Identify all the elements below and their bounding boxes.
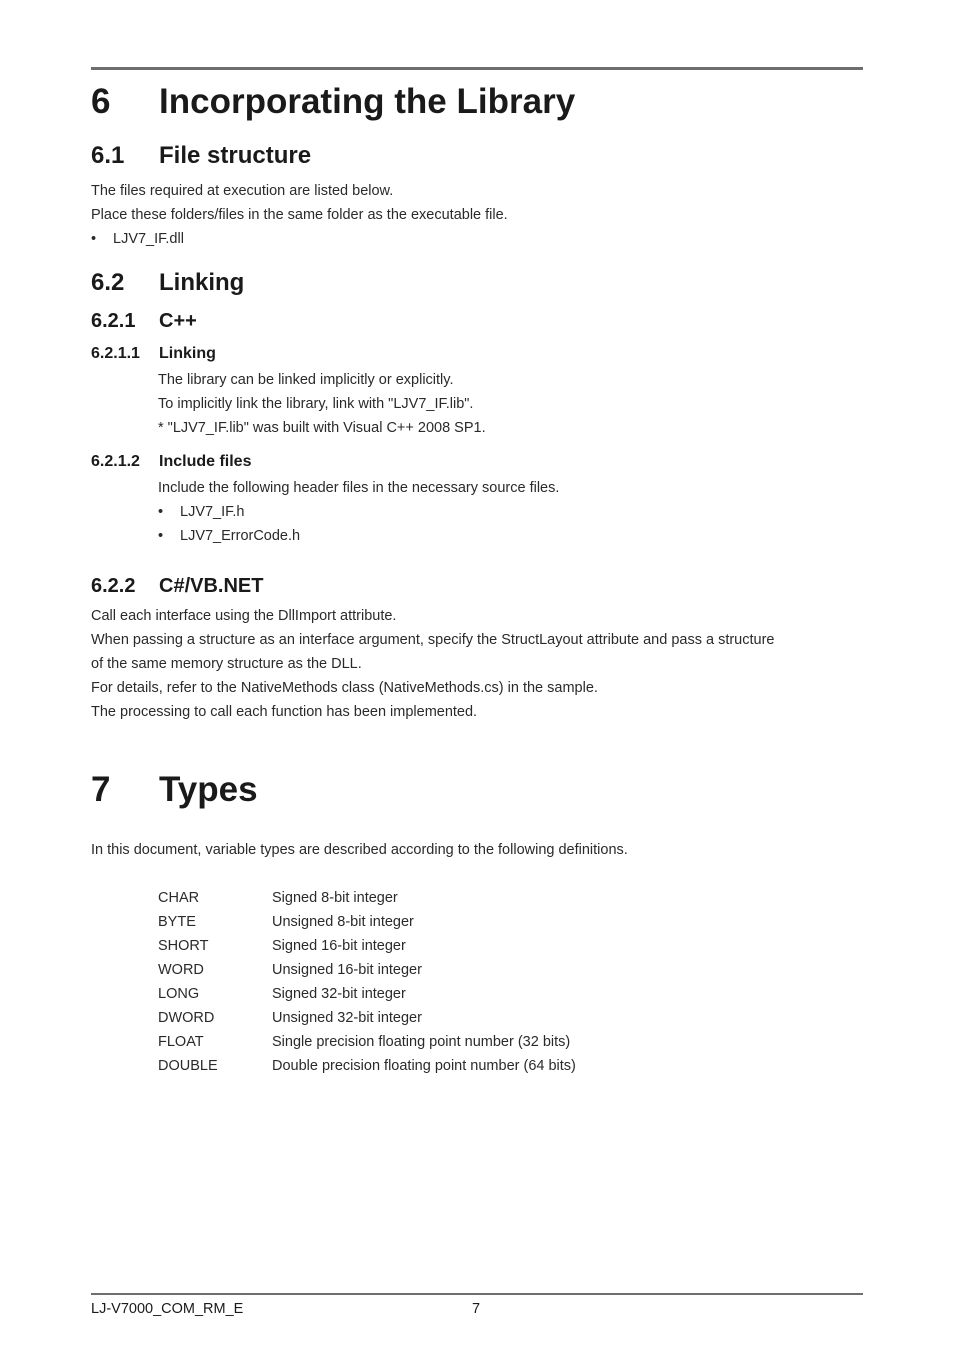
type-description: Single precision floating point number (32 bits) <box>272 1034 571 1050</box>
paragraph-line: The processing to call each function has been implemented. <box>91 704 478 720</box>
section-6-2-1-1-title: Linking <box>159 345 216 362</box>
footer-doc-id: LJ-V7000_COM_RM_E <box>91 1301 244 1317</box>
type-description: Unsigned 8-bit integer <box>272 914 414 930</box>
list-item-text: LJV7_IF.dll <box>113 231 184 247</box>
section-6-2-title: Linking <box>159 269 245 296</box>
paragraph-line: The files required at execution are listed below. <box>91 183 394 199</box>
section-6-2-1-number: 6.2.1 <box>91 310 136 332</box>
section-6-2-2-heading <box>91 574 691 598</box>
section-6-2-1-2-title: Include files <box>159 453 252 470</box>
type-name: WORD <box>158 962 204 978</box>
paragraph-line: When passing a structure as an interface argument, specify the StructLayout attribute and pass a structure <box>91 632 775 648</box>
paragraph-line: To implicitly link the library, link with "LJV7_IF.lib". <box>158 396 474 412</box>
paragraph-line: Place these folders/files in the same folder as the executable file. <box>91 207 508 223</box>
section-6-2-number: 6.2 <box>91 269 125 296</box>
section-6-1-heading <box>91 142 691 170</box>
chapter-7-number: 7 <box>91 770 111 809</box>
section-6-2-1-2-heading <box>91 452 691 472</box>
list-item-text: LJV7_ErrorCode.h <box>180 528 301 544</box>
bullet-icon: • <box>158 504 164 520</box>
section-6-2-1-heading <box>91 309 691 333</box>
paragraph-line: * "LJV7_IF.lib" was built with Visual C++ 2008 SP1. <box>158 420 486 436</box>
type-description: Double precision floating point number (64 bits) <box>272 1058 576 1074</box>
section-6-2-heading <box>91 269 691 297</box>
list-item-text: LJV7_IF.h <box>180 504 245 520</box>
paragraph-line: The library can be linked implicitly or explicitly. <box>158 372 454 388</box>
paragraph-line: For details, refer to the NativeMethods class (NativeMethods.cs) in the sample. <box>91 680 598 696</box>
bullet-icon: • <box>158 528 164 544</box>
type-name: CHAR <box>158 890 200 906</box>
footer-page-number: 7 <box>472 1301 481 1317</box>
section-6-1-title: File structure <box>159 142 312 169</box>
paragraph-line: Include the following header files in the necessary source files. <box>158 480 560 496</box>
type-name: SHORT <box>158 938 209 954</box>
section-6-2-1-title: C++ <box>159 310 197 332</box>
section-6-1-number: 6.1 <box>91 142 125 169</box>
section-6-2-1-1-number: 6.2.1.1 <box>91 345 140 362</box>
section-6-2-1-2-number: 6.2.1.2 <box>91 453 140 470</box>
type-name: FLOAT <box>158 1034 204 1050</box>
paragraph-line: Call each interface using the DllImport attribute. <box>91 608 397 624</box>
paragraph-line: of the same memory structure as the DLL. <box>91 656 362 672</box>
type-description: Signed 8-bit integer <box>272 890 398 906</box>
type-description: Unsigned 16-bit integer <box>272 962 422 978</box>
type-description: Signed 32-bit integer <box>272 986 406 1002</box>
types-intro: In this document, variable types are described according to the following definitions. <box>91 842 628 858</box>
chapter-7-heading <box>91 770 791 810</box>
chapter-7-title: Types <box>159 770 258 809</box>
chapter-6-title: Incorporating the Library <box>159 82 576 121</box>
chapter-6-number: 6 <box>91 82 111 121</box>
footer-rule <box>91 1293 863 1295</box>
section-6-2-2-number: 6.2.2 <box>91 575 136 597</box>
chapter-6-heading <box>91 82 791 122</box>
type-description: Unsigned 32-bit integer <box>272 1010 422 1026</box>
section-6-2-1-1-heading <box>91 344 691 364</box>
type-name: DWORD <box>158 1010 215 1026</box>
type-description: Signed 16-bit integer <box>272 938 406 954</box>
bullet-icon: • <box>91 231 97 247</box>
type-name: LONG <box>158 986 200 1002</box>
top-rule <box>91 67 863 70</box>
type-name: BYTE <box>158 914 196 930</box>
type-name: DOUBLE <box>158 1058 218 1074</box>
section-6-2-2-title: C#/VB.NET <box>159 575 264 597</box>
